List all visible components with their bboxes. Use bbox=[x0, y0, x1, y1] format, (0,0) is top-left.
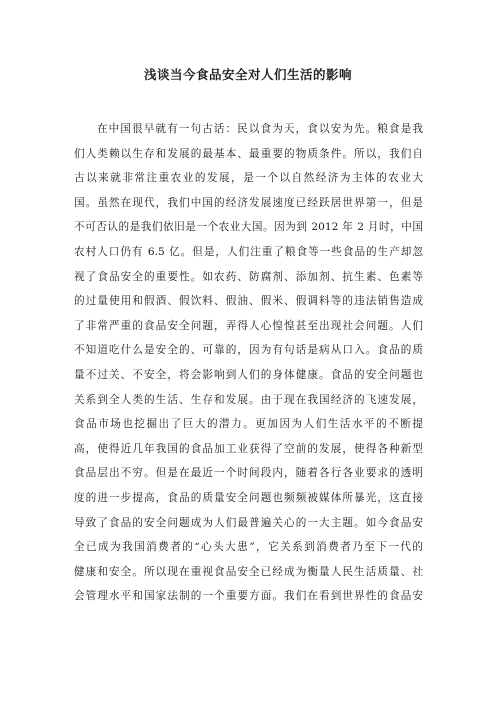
body-line: 不可否认的是我们依旧是一个农业大国。因为到 2012 年 2 月时，中国 bbox=[74, 221, 423, 234]
body-line: 不知道吃什么是安全的、可靠的，因为有句话是病从口入。食品的质 bbox=[74, 344, 423, 357]
body-line: 高，使得近几年我国的食品加工业获得了空前的发展，使得各种新型 bbox=[74, 442, 423, 455]
body-line: 的过量使用和假酒、假饮料、假油、假米、假调料等的违法销售造成 bbox=[74, 295, 423, 308]
body-line: 会管理水平和国家法制的一个重要方面。我们在看到世界性的食品安 bbox=[74, 590, 423, 603]
document-title: 浅谈当今食品安全对人们生活的影响 bbox=[143, 67, 352, 82]
body-line: 食品市场也挖掘出了巨大的潜力。更加因为人们生活水平的不断提 bbox=[74, 418, 423, 431]
body-line: 国。虽然在现代，我们中国的经济发展速度已经跃居世界第一，但是 bbox=[74, 196, 423, 209]
body-line: 视了食品安全的重要性。如农药、防腐剂、添加剂、抗生素、色素等 bbox=[74, 270, 423, 283]
body-line: 健康和安全。所以现在重视食品安全已经成为衡量人民生活质量、社 bbox=[74, 565, 423, 578]
body-line: 农村人口仍有 6.5 亿。但是，人们注重了粮食等一些食品的生产却忽 bbox=[74, 245, 423, 258]
document-body bbox=[74, 117, 423, 609]
body-line: 全已成为我国消费者的“心头大患”，它关系到消费者乃至下一代的 bbox=[74, 541, 423, 554]
body-line: 了非常严重的食品安全问题，弄得人心惶惶甚至出现社会问题。人们 bbox=[74, 319, 423, 332]
body-line: 古以来就非常注重农业的发展，是一个以自然经济为主体的农业大 bbox=[74, 172, 423, 185]
body-line: 在中国很早就有一句古话：民以食为天，食以安为先。粮食是我 bbox=[97, 123, 423, 135]
body-line: 关系到全人类的生活、生存和发展。由于现在我国经济的飞速发展， bbox=[74, 393, 423, 406]
body-line: 们人类赖以生存和发展的最基本、最重要的物质条件。所以，我们自 bbox=[74, 147, 423, 160]
body-line: 食品层出不穷。但是在最近一个时间段内，随着各行各业要求的透明 bbox=[74, 467, 423, 480]
body-line: 度的进一步提高，食品的质量安全问题也频频被媒体所暴光，这直接 bbox=[74, 491, 423, 504]
body-line: 导致了食品的安全问题成为人们最普遍关心的一大主题。如今食品安 bbox=[74, 516, 423, 529]
body-line: 量不过关、不安全，将会影响到人们的身体健康。食品的安全问题也 bbox=[74, 368, 423, 381]
